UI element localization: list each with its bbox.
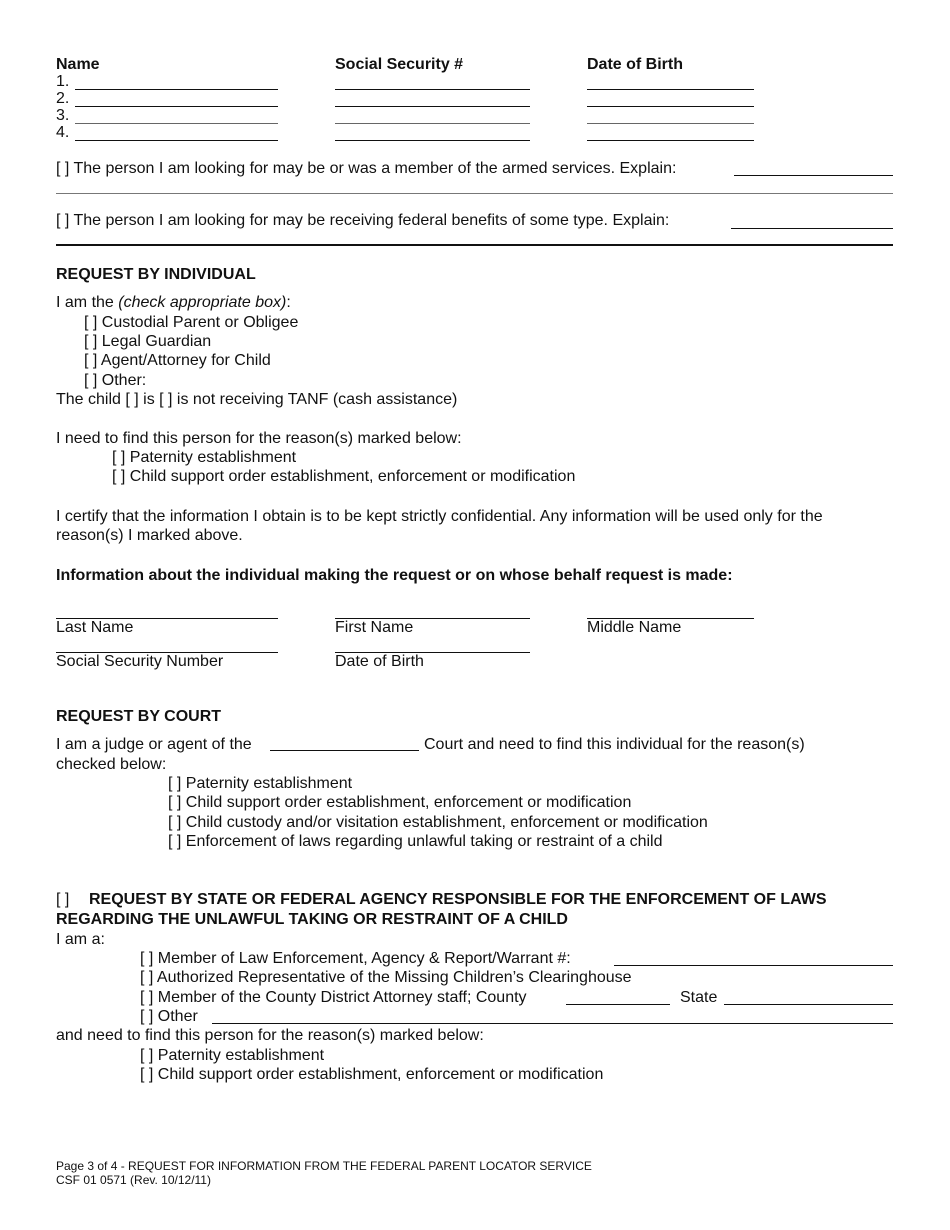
dob-field-2[interactable]	[587, 106, 754, 107]
name-field-2[interactable]	[75, 106, 278, 107]
warrant-number-field[interactable]	[614, 965, 893, 966]
court-reason-paternity[interactable]: [ ] Paternity establishment	[168, 775, 353, 792]
dob-label: Date of Birth	[335, 653, 424, 670]
row-number: 2.	[56, 90, 70, 107]
option-custodial-parent[interactable]: [ ] Custodial Parent or Obligee	[84, 314, 299, 331]
ssn-field-3[interactable]	[335, 123, 530, 124]
option-agent-attorney[interactable]: [ ] Agent/Attorney for Child	[84, 352, 271, 369]
certify-text: reason(s) I marked above.	[56, 527, 243, 544]
agency-need-line: and need to find this person for the reason(s) marked below:	[56, 1027, 484, 1044]
name-field-1[interactable]	[75, 89, 278, 90]
ssn-label: Social Security Number	[56, 653, 224, 670]
ssn-column-header: Social Security #	[335, 56, 464, 73]
footer-form-number: CSF 01 0571 (Rev. 10/12/11)	[56, 1173, 211, 1187]
agency-option-other[interactable]: [ ] Other	[140, 1008, 198, 1025]
reason-child-support[interactable]: [ ] Child support order establishment, enforcement or modification	[112, 468, 576, 485]
individual-heading: REQUEST BY INDIVIDUAL	[56, 266, 256, 283]
divider	[56, 244, 893, 246]
agency-checkbox[interactable]: [ ]	[56, 891, 70, 908]
option-legal-guardian[interactable]: [ ] Legal Guardian	[84, 333, 212, 350]
armed-services-checkbox-line[interactable]: [ ] The person I am looking for may be or was a member of the armed services. Explain:	[56, 160, 677, 177]
court-checked-below: checked below:	[56, 756, 167, 773]
agency-reason-paternity[interactable]: [ ] Paternity establishment	[140, 1047, 325, 1064]
court-line-a: I am a judge or agent of the	[56, 736, 252, 753]
row-number: 3.	[56, 107, 70, 124]
footer-page-info: Page 3 of 4 - REQUEST FOR INFORMATION FROM THE FEDERAL PARENT LOCATOR SERVICE	[56, 1159, 592, 1173]
court-reason-custody[interactable]: [ ] Child custody and/or visitation establishment, enforcement or modification	[168, 814, 708, 831]
info-heading: Information about the individual making the request or on whose behalf request is made:	[56, 567, 733, 584]
name-field-4[interactable]	[75, 140, 278, 141]
first-name-label: First Name	[335, 619, 414, 636]
court-reason-enforcement[interactable]: [ ] Enforcement of laws regarding unlawful taking or restraint of a child	[168, 833, 663, 850]
state-label: State	[680, 989, 718, 1006]
federal-benefits-checkbox-line[interactable]: [ ] The person I am looking for may be receiving federal benefits of some type. Explain:	[56, 212, 670, 229]
agency-i-am-a: I am a:	[56, 931, 105, 948]
certify-text: I certify that the information I obtain is to be kept strictly confidential. Any information will be used only for the	[56, 508, 823, 525]
dob-field-1[interactable]	[587, 89, 754, 90]
agency-heading: REQUEST BY STATE OR FEDERAL AGENCY RESPONSIBLE FOR THE ENFORCEMENT OF LAWS	[89, 891, 827, 908]
county-field[interactable]	[566, 1004, 670, 1005]
row-number: 4.	[56, 124, 70, 141]
state-field[interactable]	[724, 1004, 893, 1005]
agency-heading-cont: REGARDING THE UNLAWFUL TAKING OR RESTRAINT OF A CHILD	[56, 911, 568, 928]
tanf-line[interactable]: The child [ ] is [ ] is not receiving TANF (cash assistance)	[56, 391, 458, 408]
option-other[interactable]: [ ] Other:	[84, 372, 147, 389]
dob-column-header: Date of Birth	[587, 56, 683, 73]
ssn-field-1[interactable]	[335, 89, 530, 90]
court-name-field[interactable]	[270, 750, 419, 751]
dob-field-4[interactable]	[587, 140, 754, 141]
court-heading: REQUEST BY COURT	[56, 708, 222, 725]
name-field-3[interactable]	[75, 123, 278, 124]
ssn-field-4[interactable]	[335, 140, 530, 141]
last-name-label: Last Name	[56, 619, 134, 636]
row-number: 1.	[56, 73, 70, 90]
court-line-b: Court and need to find this individual for the reason(s)	[424, 736, 805, 753]
ssn-field-2[interactable]	[335, 106, 530, 107]
reason-paternity[interactable]: [ ] Paternity establishment	[112, 449, 297, 466]
agency-option-district-attorney[interactable]: [ ] Member of the County District Attorney staff; County	[140, 989, 527, 1006]
court-reason-child-support[interactable]: [ ] Child support order establishment, enforcement or modification	[168, 794, 632, 811]
armed-services-explain-field[interactable]	[734, 175, 893, 176]
middle-name-label: Middle Name	[587, 619, 682, 636]
agency-option-law-enforcement[interactable]: [ ] Member of Law Enforcement, Agency & Report/Warrant #:	[140, 950, 571, 967]
agency-reason-child-support[interactable]: [ ] Child support order establishment, enforcement or modification	[140, 1066, 604, 1083]
name-column-header: Name	[56, 56, 100, 73]
i-am-the-line: I am the (check appropriate box):	[56, 294, 291, 311]
federal-benefits-explain-field[interactable]	[731, 228, 893, 229]
agency-option-clearinghouse[interactable]: [ ] Authorized Representative of the Missing Children’s Clearinghouse	[140, 969, 632, 986]
divider	[56, 193, 893, 194]
need-reasons-line: I need to find this person for the reason(s) marked below:	[56, 430, 462, 447]
other-field[interactable]	[212, 1023, 893, 1024]
dob-field-3[interactable]	[587, 123, 754, 124]
